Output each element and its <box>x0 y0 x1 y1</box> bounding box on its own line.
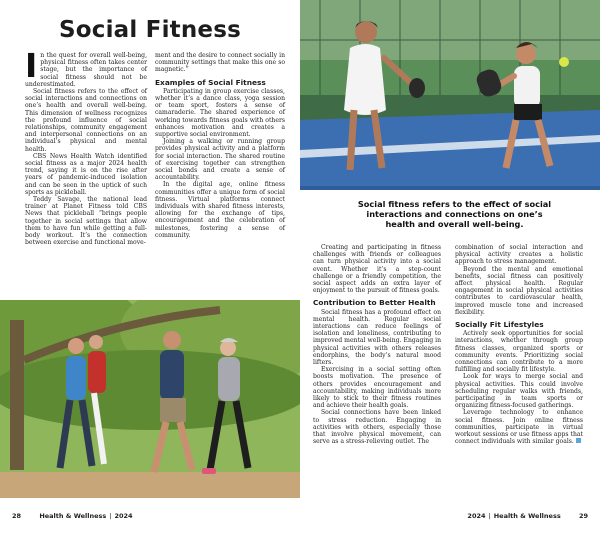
intro-text: n the quest for overall well-being, physical fitness often takes center stage, but the importance of social fitness should not be underestimated. <box>25 52 147 88</box>
article-paragraph: Exercising in a social setting often boosts motivation. The presence of others provides encouragement and accountability, making individuals more likely to stick to their fitness routines and achieve their health goals. <box>313 366 441 410</box>
article-column-4 <box>455 244 583 445</box>
article-paragraph: Participating in group exercise classes, whether it’s a dance class, yoga session or team sport, fosters a sense of camaraderie. The shared experience of working towards fitness goals with others enhances motivation and creates a supportive social environment. <box>155 87 285 139</box>
section-heading-contribution: Contribution to Better Health <box>313 298 436 308</box>
publication-year-right: 2024 <box>467 512 486 520</box>
pickleball-photo <box>300 0 600 190</box>
pickleball-illustration <box>300 0 600 190</box>
article-paragraph <box>25 46 147 88</box>
article-column-2 <box>155 52 285 239</box>
footer-right: 2024 | Health & Wellness 29 <box>467 512 588 520</box>
article-paragraph: CBS News Health Watch identified social fitness as a major 2024 health trend, saying it is on the rise after years of pandemic-induced isolation and can be seen in the uptick of such sports as pickleball. <box>25 152 147 196</box>
article-paragraph: ment and the desire to connect socially in community settings that make this one so magnetic.” <box>155 52 285 74</box>
section-heading-lifestyles: Socially Fit Lifestyles <box>455 320 544 330</box>
article-paragraph: Social connections have been linked to stress reduction. Engaging in activities with others, especially those that involve physical movement, can serve as a stress-relieving outlet. The <box>313 409 441 446</box>
drop-cap: I <box>25 46 38 85</box>
article-paragraph: Creating and participating in fitness challenges with friends or colleagues can turn physical activity into a social event. Whether it’s a step-count challenge or a friendly competition, the social aspect adds an extra layer of enjoyment to the pursuit of fitness goals. <box>313 244 441 295</box>
publication-year-left: 2024 <box>114 512 133 520</box>
page-title: Social Fitness <box>58 17 242 43</box>
article-paragraph: Look for ways to merge social and physical activities. This could involve scheduling regular walks with friends, participating in team sports or organizing fitness-focused gatherings. <box>455 373 583 410</box>
publication-name-right: Health & Wellness <box>493 512 561 520</box>
article-column-3 <box>313 244 441 445</box>
walking-group-illustration <box>0 300 300 498</box>
pull-quote: Social fitness refers to the effect of social interactions and connections on one’s health and overall well-being. <box>357 199 552 230</box>
publication-name-left: Health & Wellness <box>39 512 107 520</box>
page-number-right: 29 <box>578 512 588 520</box>
article-paragraph: Teddy Savage, the national lead trainer at Planet Fitness told CBS News that pickleball “brings people together in social settings that allow them to have fun while getting a full-body workout. It’s the connection between exercise and functional move- <box>25 196 147 247</box>
article-column-1 <box>25 46 147 247</box>
article-paragraph: Social fitness has a profound effect on mental health. Regular social interactions can reduce feelings of isolation and loneliness, contributing to improved mental well-being. Engaging in physical activities with others releases endorphins, the body’s natural mood lifters. <box>313 308 441 367</box>
end-mark-icon <box>576 438 581 443</box>
article-paragraph: Beyond the mental and emotional benefits, social fitness can positively affect physical health. Regular engagement in social physical activities contributes to cardiovascular health, improved muscle tone and increased flexibility. <box>455 265 583 316</box>
article-paragraph: Joining a walking or running group provides physical activity and a platform for social interaction. The shared routine of exercising together can strengthen social bonds and create a sense of accountability. <box>155 138 285 182</box>
article-paragraph: In the digital age, online fitness communities offer a unique form of social fitness. Virtual platforms connect individuals with shared fitness interests, allowing for the exchange of tips, encouragement and the celebration of milestones, fostering a sense of community. <box>155 181 285 239</box>
article-paragraph: Actively seek opportunities for social interactions, whether through group fitness classes, organized sports or community events. Prioritizing social connections can contribute to a more fulfilling and socially fit lifestyle. <box>455 330 583 374</box>
article-paragraph: combination of social interaction and physical activity creates a holistic approach to stress management. <box>455 244 583 266</box>
section-heading-examples: Examples of Social Fitness <box>155 77 266 87</box>
walking-group-photo <box>0 300 300 498</box>
page-number-left: 28 <box>12 512 22 520</box>
footer-left: 28 Health & Wellness | 2024 <box>12 512 133 520</box>
article-paragraph <box>455 409 583 445</box>
final-sentence: Leverage technology to enhance social fitness. Join online fitness communities, participate in virtual workout sessions or use fitness apps that connect individuals with similar goals. <box>455 409 583 446</box>
article-paragraph: Social fitness refers to the effect of social interactions and connections on one’s health and overall well-being. This dimension of wellness recognizes the profound influence of social relationships, community engagement and interpersonal connections on an individual’s physical and mental health. <box>25 88 147 153</box>
